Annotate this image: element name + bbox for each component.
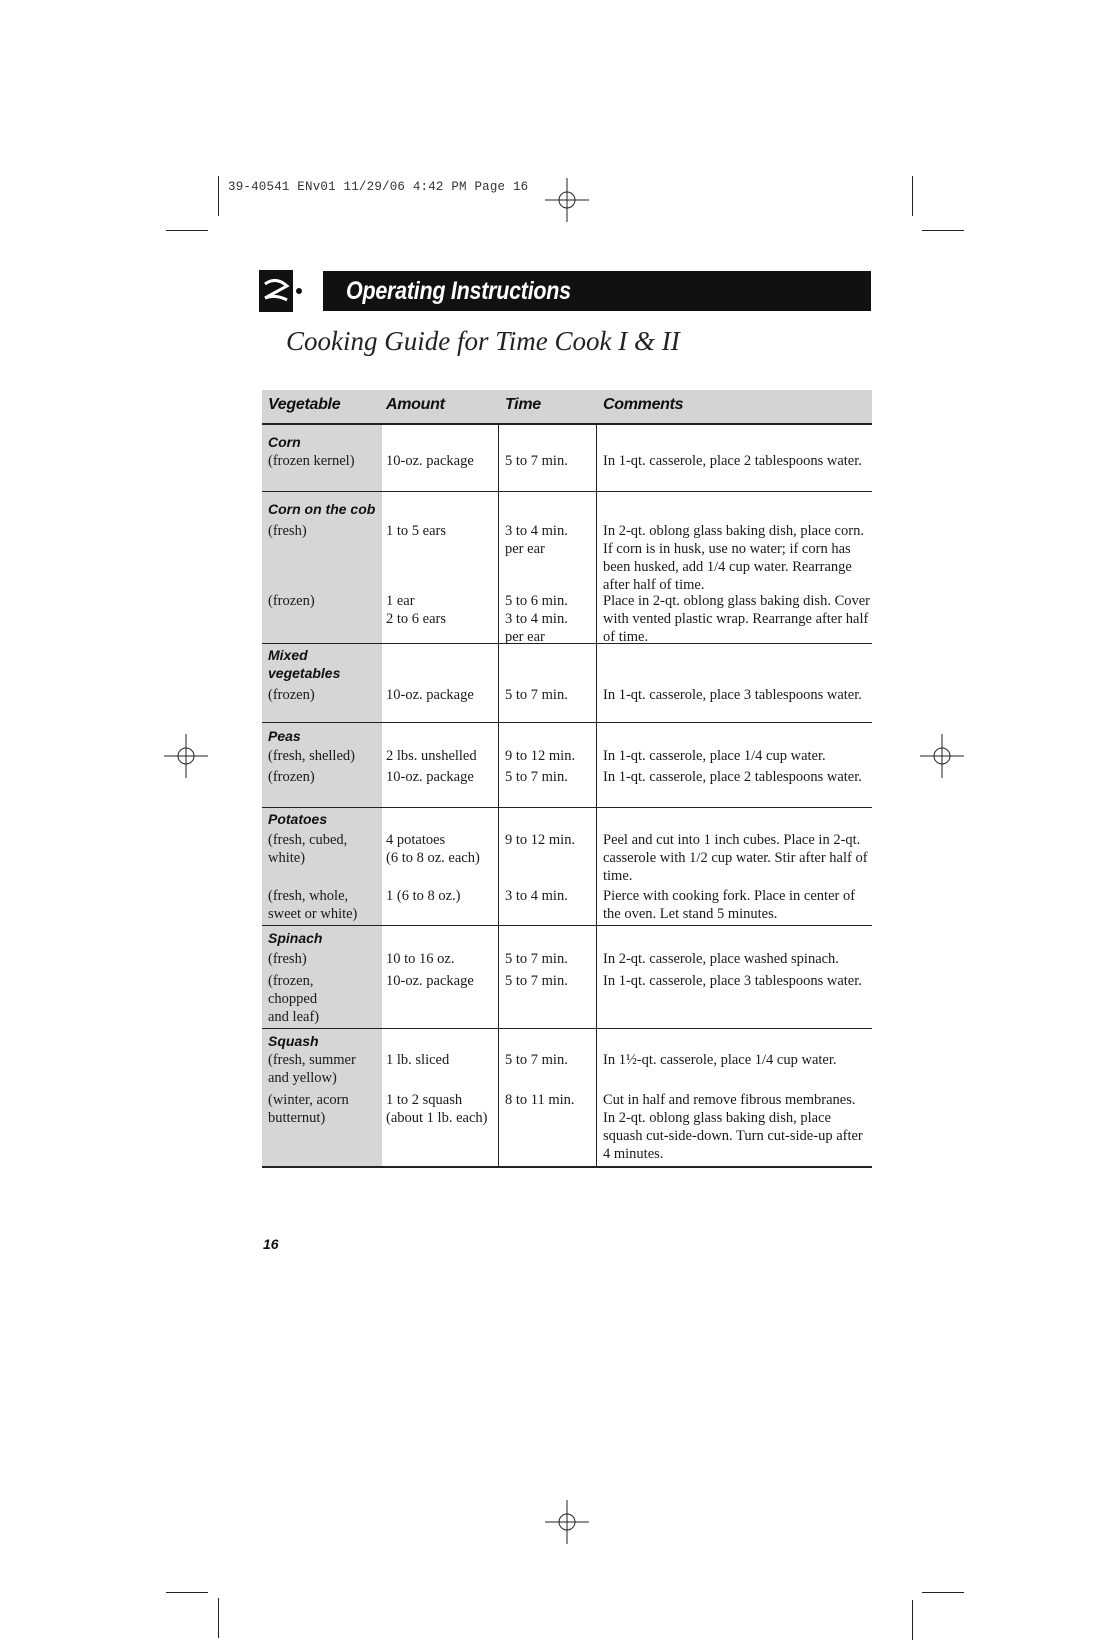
- vegetable-form: chopped: [268, 991, 318, 1007]
- vegetable-form: white): [268, 850, 306, 866]
- vegetable-name: Spinach: [268, 930, 323, 946]
- time-cell: 5 to 7 min.: [505, 1052, 568, 1068]
- vegetable-name: Mixed vegetables: [268, 647, 341, 681]
- vegetable-name: Potatoes: [268, 811, 328, 827]
- registration-mark-icon: [920, 734, 964, 778]
- time-cell: 5 to 7 min.: [505, 687, 568, 703]
- amount-cell: 1 ear: [386, 593, 415, 609]
- registration-mark-icon: [545, 1500, 589, 1544]
- time-cell: 3 to 4 min.: [505, 611, 568, 627]
- amount-cell: 10-oz. package: [386, 687, 474, 703]
- amount-cell: 1 lb. sliced: [386, 1052, 450, 1068]
- comment-cell: In 1-qt. casserole, place 3 tablespoons water.: [603, 687, 862, 703]
- amount-cell: 10-oz. package: [386, 453, 474, 469]
- vegetable-name: Corn: [268, 434, 301, 450]
- table-row-potatoes: [262, 808, 872, 926]
- printer-slug: 39-40541 ENv01 11/29/06 4:42 PM Page 16: [228, 180, 529, 194]
- comment-cell: Place in 2-qt. oblong glass baking dish. Cover with vented plastic wrap. Rearrange after half of time.: [603, 593, 871, 645]
- amount-cell: 2 lbs. unshelled: [386, 748, 477, 764]
- vegetable-name: Squash: [268, 1033, 319, 1049]
- time-cell: 9 to 12 min.: [505, 832, 576, 848]
- amount-cell: 10-oz. package: [386, 973, 474, 989]
- crop-mark: [912, 176, 913, 216]
- crop-mark: [922, 230, 964, 231]
- comment-cell: In 1-qt. casserole, place 3 tablespoons water.: [603, 973, 862, 989]
- comment-cell: Cut in half and remove fibrous membranes. In 2-qt. oblong glass baking dish, place squash cut-side-down. Turn cut-side-up after 4 minutes.: [603, 1092, 863, 1162]
- crop-mark: [166, 230, 208, 231]
- page-title: Operating Instructions: [346, 277, 571, 305]
- table-row-mixed-vegetables: [262, 644, 872, 723]
- time-cell: 5 to 7 min.: [505, 951, 568, 967]
- crop-mark: [218, 1598, 219, 1638]
- page-number: 16: [263, 1236, 279, 1252]
- column-header-vegetable: Vegetable: [268, 396, 341, 413]
- amount-cell: (about 1 lb. each): [386, 1110, 488, 1126]
- time-cell: 8 to 11 min.: [505, 1092, 575, 1108]
- comment-cell: In 1-qt. casserole, place 2 tablespoons water.: [603, 769, 862, 785]
- vegetable-form: butternut): [268, 1110, 326, 1126]
- amount-cell: 1 to 2 squash: [386, 1092, 463, 1108]
- time-cell: per ear: [505, 541, 545, 557]
- comment-cell: Peel and cut into 1 inch cubes. Place in 2-qt. casserole with 1/2 cup water. Stir after half of time.: [603, 832, 868, 884]
- amount-cell: 4 potatoes: [386, 832, 446, 848]
- vegetable-form: (fresh): [268, 523, 307, 539]
- column-header-time: Time: [505, 396, 541, 413]
- cooking-guide-table: [262, 390, 872, 1168]
- table-header: [262, 390, 872, 425]
- table-row-spinach: [262, 926, 872, 1029]
- time-cell: 3 to 4 min.: [505, 888, 568, 904]
- amount-cell: (6 to 8 oz. each): [386, 850, 480, 866]
- vegetable-form: (fresh, shelled): [268, 748, 355, 764]
- vegetable-form: (frozen): [268, 769, 315, 785]
- vegetable-form: (fresh, summer: [268, 1052, 356, 1068]
- vegetable-form: sweet or white): [268, 906, 358, 922]
- table-row-peas: [262, 723, 872, 808]
- crop-mark: [166, 1592, 208, 1593]
- crop-mark: [218, 176, 219, 216]
- column-header-amount: Amount: [386, 396, 445, 413]
- comment-cell: Pierce with cooking fork. Place in center of the oven. Let stand 5 minutes.: [603, 888, 856, 922]
- amount-cell: 1 (6 to 8 oz.): [386, 888, 461, 904]
- vegetable-form: (fresh, whole,: [268, 888, 349, 904]
- time-cell: per ear: [505, 629, 545, 645]
- time-cell: 5 to 7 min.: [505, 769, 568, 785]
- amount-cell: 1 to 5 ears: [386, 523, 446, 539]
- vegetable-form: (winter, acorn: [268, 1092, 349, 1108]
- vegetable-form: (fresh): [268, 951, 307, 967]
- amount-cell: 2 to 6 ears: [386, 611, 446, 627]
- crop-mark: [912, 1600, 913, 1640]
- vegetable-form: and yellow): [268, 1070, 337, 1086]
- vegetable-name: Peas: [268, 728, 301, 744]
- vegetable-name: Corn on the cob: [268, 501, 376, 517]
- vegetable-form: (frozen): [268, 593, 315, 609]
- table-row-corn-on-the-cob: [262, 492, 872, 644]
- vegetable-form: (frozen,: [268, 973, 314, 989]
- table-row-corn: [262, 425, 872, 492]
- comment-cell: In 2-qt. oblong glass baking dish, place corn. If corn is in husk, use no water; if corn has been husked, add 1/4 cup water. Rearrange after half of time.: [603, 523, 864, 593]
- amount-cell: 10 to 16 oz.: [386, 951, 455, 967]
- vegetable-form: (fresh, cubed,: [268, 832, 348, 848]
- comment-cell: In 1½-qt. casserole, place 1/4 cup water.: [603, 1052, 837, 1068]
- time-cell: 5 to 7 min.: [505, 453, 568, 469]
- vegetable-form: (frozen kernel): [268, 453, 355, 469]
- time-cell: 3 to 4 min.: [505, 523, 568, 539]
- time-cell: 5 to 6 min.: [505, 593, 568, 609]
- vegetable-form: and leaf): [268, 1009, 320, 1025]
- table-row-squash: [262, 1029, 872, 1168]
- microwave-tab-icon: [259, 270, 303, 312]
- crop-mark: [922, 1592, 964, 1593]
- vegetable-form: (frozen): [268, 687, 315, 703]
- registration-mark-icon: [545, 178, 589, 222]
- section-subtitle: Cooking Guide for Time Cook I & II: [286, 326, 680, 356]
- comment-cell: In 2-qt. casserole, place washed spinach.: [603, 951, 839, 967]
- registration-mark-icon: [164, 734, 208, 778]
- comment-cell: In 1-qt. casserole, place 1/4 cup water.: [603, 748, 826, 764]
- comment-cell: In 1-qt. casserole, place 2 tablespoons water.: [603, 453, 862, 469]
- column-header-comments: Comments: [603, 396, 684, 413]
- time-cell: 9 to 12 min.: [505, 748, 576, 764]
- time-cell: 5 to 7 min.: [505, 973, 568, 989]
- amount-cell: 10-oz. package: [386, 769, 474, 785]
